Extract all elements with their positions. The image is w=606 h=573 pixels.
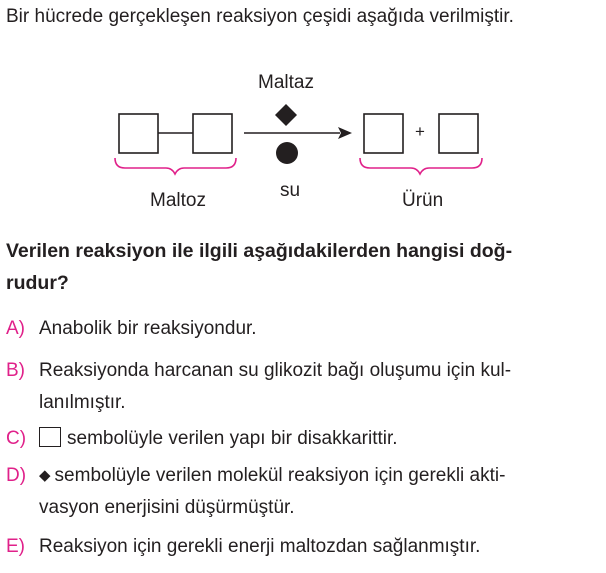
maltose-square-left	[119, 114, 158, 153]
option-b-line-2: lanılmıştır.	[39, 392, 126, 413]
option-c-text: sembolüyle verilen yapı bir disakkarittir.	[67, 428, 398, 449]
option-c[interactable]	[6, 423, 602, 455]
option-e[interactable]	[6, 531, 602, 563]
option-a[interactable]	[6, 313, 602, 345]
option-d-line-2: vasyon enerjisini düşürmüştür.	[39, 497, 295, 518]
plus-sign: +	[415, 122, 425, 141]
question-text	[6, 235, 598, 299]
question-line-2: rudur?	[6, 272, 69, 294]
square-icon	[39, 427, 61, 447]
diamond-icon: ◆	[39, 467, 51, 484]
option-b[interactable]	[6, 355, 602, 419]
product-brace	[360, 158, 482, 174]
option-d[interactable]	[6, 460, 602, 524]
enzyme-diamond-icon	[275, 104, 297, 126]
option-c-letter: C)	[6, 428, 27, 449]
water-circle-icon	[276, 142, 298, 164]
enzyme-label: Maltaz	[258, 72, 314, 93]
reactant-label: Maltoz	[150, 190, 206, 211]
option-b-line-1: Reaksiyonda harcanan su glikozit bağı oluşumu için kul-	[39, 360, 512, 381]
maltose-square-right	[193, 114, 232, 153]
maltose-brace	[115, 158, 236, 174]
reaction-arrow-head-icon	[338, 127, 352, 139]
option-a-letter: A)	[6, 318, 25, 339]
option-d-letter: D)	[6, 465, 27, 486]
product-square-left	[364, 114, 403, 153]
option-a-text: Anabolik bir reaksiyondur.	[39, 318, 257, 339]
option-d-line-1: sembolüyle verilen molekül reaksiyon için gerekli akti-	[54, 465, 506, 486]
question-line-1: Verilen reaksiyon ile ilgili aşağıdakilerden hangisi doğ-	[6, 240, 513, 262]
option-e-letter: E)	[6, 536, 25, 557]
water-label: su	[280, 180, 301, 201]
product-square-right	[439, 114, 478, 153]
reaction-diagram	[0, 0, 606, 230]
option-e-text: Reaksiyon için gerekli enerji maltozdan sağlanmıştır.	[39, 536, 481, 557]
product-label: Ürün	[402, 190, 444, 211]
option-b-letter: B)	[6, 360, 25, 381]
question-stem: Bir hücrede gerçekleşen reaksiyon çeşidi aşağıda verilmiştir.	[6, 6, 514, 27]
